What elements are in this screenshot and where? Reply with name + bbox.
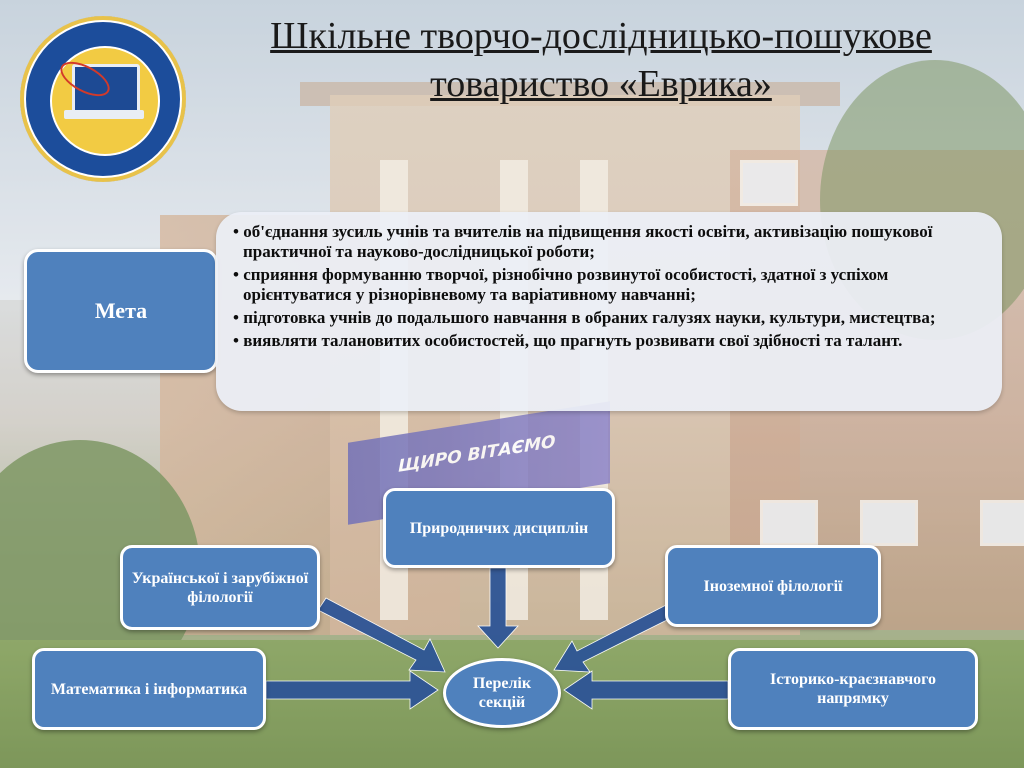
banner-text: ЩИРО ВІТАЄМО xyxy=(398,431,556,477)
section-label: Іноземної філології xyxy=(703,577,843,595)
arrow-history xyxy=(564,671,728,709)
arrow-math xyxy=(266,671,438,709)
arrow-foreign xyxy=(554,604,675,672)
section-math-informatics xyxy=(32,648,266,730)
section-label: Математика і інформатика xyxy=(50,680,248,698)
goal-item: • сприяння формуванню творчої, різнобічно розвинутої особистості, здатної з успіхом орієнтуватися у різнорівневому та варіативному навчанні; xyxy=(228,265,962,305)
title-line-1: Шкільне творчо-дослідницько-пошукове xyxy=(270,15,932,57)
goal-label: Мета xyxy=(94,298,148,323)
sections-list-center xyxy=(443,658,561,728)
title-line-2: товариство «Еврика» xyxy=(430,63,772,105)
goal-item: • об'єднання зусиль учнів та вчителів на підвищення якості освіти, активізацію пошукової практичної та науково-дослідницької роботи; xyxy=(228,222,962,262)
goal-item: • виявляти талановитих особистостей, що прагнуть розвивати свої здібності та талант. xyxy=(228,331,962,351)
section-ukrainian-philology xyxy=(120,545,320,630)
arrow-natural xyxy=(478,568,518,648)
section-natural-sciences xyxy=(383,488,615,568)
center-label-line-2: секцій xyxy=(478,694,526,711)
section-label: Історико-краєзнавчого напрямку xyxy=(769,671,937,707)
section-label: Природничих дисциплін xyxy=(409,519,589,537)
section-foreign-philology xyxy=(665,545,881,627)
arrow-ukrainian xyxy=(318,598,445,672)
goal-item: • підготовка учнів до подальшого навчання в обраних галузях науки, культури, мистецтва; xyxy=(228,308,962,328)
section-label: Української і зарубіжної філології xyxy=(131,569,309,606)
section-local-history xyxy=(728,648,978,730)
center-label-line-1: Перелік xyxy=(472,675,532,692)
